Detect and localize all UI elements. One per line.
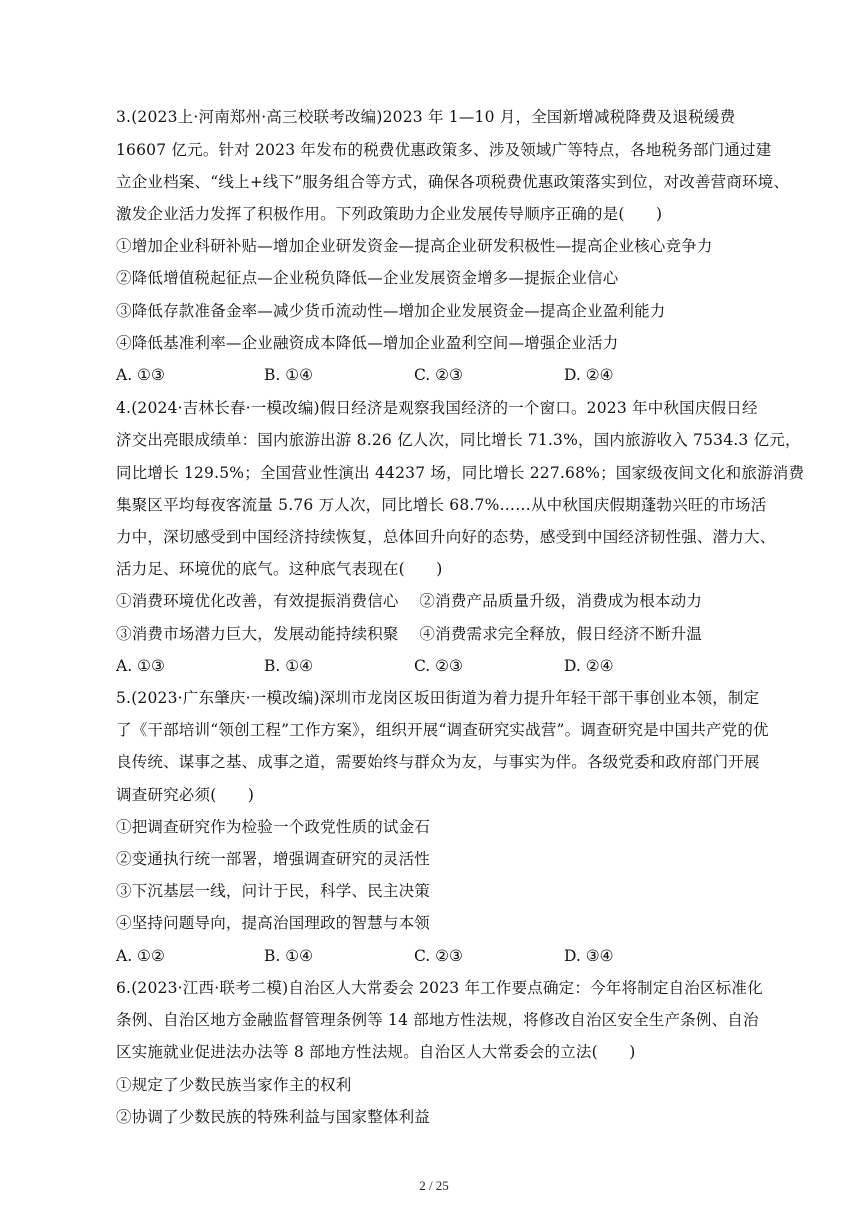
option-a[interactable]: A. ①③: [116, 366, 165, 384]
q5-item-2: ②变通执行统一部署，增强调查研究的灵活性: [116, 850, 431, 868]
q5-stem-line-2: 了《干部培训“领创工程”工作方案》，组织开展“调查研究实战营”。调查研究是中国共产党的优: [116, 721, 769, 739]
option-c[interactable]: C. ②③: [414, 947, 463, 965]
q4-stem-line-4: 集聚区平均每夜客流量 5.76 万人次，同比增长 68.7%……从中秋国庆假期蓬勃兴旺的市场活: [116, 496, 767, 514]
q6-item-2: ②协调了少数民族的特殊利益与国家整体利益: [116, 1108, 431, 1126]
option-d[interactable]: D. ②④: [564, 366, 614, 384]
option-c[interactable]: C. ②③: [414, 657, 463, 675]
q5-stem-line-3: 良传统、谋事之基、成事之道，需要始终与群众为友，与事实为伴。各级党委和政府部门开展: [116, 753, 760, 771]
option-d[interactable]: D. ②④: [564, 657, 614, 675]
q6-item-1: ①规定了少数民族当家作主的权利: [116, 1076, 352, 1094]
q3-item-2: ②降低增值税起征点—企业税负降低—企业发展资金增多—提振企业信心: [116, 269, 619, 287]
q4-stem-line-3: 同比增长 129.5%；全国营业性演出 44237 场，同比增长 227.68%；国家级夜间文化和旅游消费: [116, 464, 805, 482]
q6-stem-line-3: 区实施就业促进法办法等 8 部地方性法规。自治区人大常委会的立法( ): [116, 1043, 636, 1061]
q4-stem-line-2: 济交出亮眼成绩单：国内旅游出游 8.26 亿人次，同比增长 71.3%，国内旅游收入 7534.3 亿元，: [116, 431, 801, 449]
q5-item-4: ④坚持问题导向，提高治国理政的智慧与本领: [116, 914, 431, 932]
q5-stem-line-4: 调查研究必须( ): [116, 786, 255, 804]
option-a[interactable]: A. ①②: [116, 947, 165, 965]
q3-stem-line-2: 16607 亿元。针对 2023 年发布的税费优惠政策多、涉及领域广等特点，各地税务部门通过建: [116, 141, 772, 159]
q4-item-row-2: ③消费市场潜力巨大，发展动能持续积聚 ④消费需求完全释放，假日经济不断升温: [116, 625, 703, 643]
q3-item-4: ④降低基准利率—企业融资成本降低—增加企业盈利空间—增强企业活力: [116, 334, 619, 352]
q3-item-1: ①增加企业科研补贴—增加企业研发资金—提高企业研发积极性—提高企业核心竞争力: [116, 237, 713, 255]
q5-item-1: ①把调查研究作为检验一个政党性质的试金石: [116, 818, 431, 836]
option-b[interactable]: B. ①④: [264, 366, 314, 384]
option-b[interactable]: B. ①④: [264, 657, 314, 675]
q6-stem-line-1: 6.(2023·江西·联考二模)自治区人大常委会 2023 年工作要点确定：今年将制定自治区标准化: [116, 979, 763, 997]
q6-stem-line-2: 条例、自治区地方金融监督管理条例等 14 部地方性法规，将修改自治区安全生产条例、自治: [116, 1011, 759, 1029]
q5-item-3: ③下沉基层一线，问计于民，科学、民主决策: [116, 882, 431, 900]
option-b[interactable]: B. ①④: [264, 947, 314, 965]
q3-stem-line-4: 激发企业活力发挥了积极作用。下列政策助力企业发展传导顺序正确的是( ): [116, 205, 663, 223]
q4-stem-line-5: 力中，深切感受到中国经济持续恢复，总体回升向好的态势，感受到中国经济韧性强、潜力大、: [116, 528, 776, 546]
q4-stem-line-6: 活力足、环境优的底气。这种底气表现在( ): [116, 560, 443, 578]
q3-item-3: ③降低存款准备金率—减少货币流动性—增加企业发展资金—提高企业盈利能力: [116, 302, 666, 320]
page-number: 2 / 25: [419, 1178, 449, 1193]
option-d[interactable]: D. ③④: [564, 947, 614, 965]
option-a[interactable]: A. ①③: [116, 657, 165, 675]
q5-stem-line-1: 5.(2023·广东肇庆·一模改编)深圳市龙岗区坂田街道为着力提升年轻干部干事创业本领，制定: [116, 689, 760, 707]
q3-stem-line-1: 3.(2023上·河南郑州·高三校联考改编)2023 年 1—10 月，全国新增减税降费及退税缓费: [116, 108, 736, 126]
q3-stem-line-3: 立企业档案、“线上+线下”服务组合等方式，确保各项税费优惠政策落实到位，对改善营商环境、: [116, 173, 790, 191]
option-c[interactable]: C. ②③: [414, 366, 463, 384]
q4-item-row-1: ①消费环境优化改善，有效提振消费信心 ②消费产品质量升级，消费成为根本动力: [116, 592, 703, 610]
q4-stem-line-1: 4.(2024·吉林长春·一模改编)假日经济是观察我国经济的一个窗口。2023 年中秋国庆假日经: [116, 399, 758, 417]
